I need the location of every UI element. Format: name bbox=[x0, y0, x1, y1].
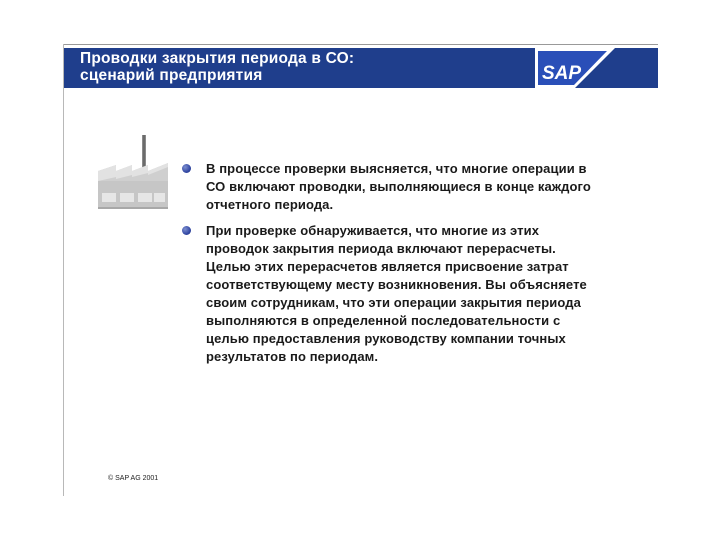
sap-logo-text: SAP bbox=[542, 63, 582, 84]
bullet-line: целью предоставления руководству компании точных bbox=[206, 331, 566, 346]
frame-top-border bbox=[64, 44, 658, 45]
frame-left-border bbox=[63, 44, 64, 496]
slide-title-line-2: сценарий предприятия bbox=[80, 67, 263, 84]
sap-logo bbox=[535, 48, 615, 88]
copyright-text: © SAP AG 2001 bbox=[108, 475, 159, 482]
bullet-line: В процессе проверки выясняется, что многие операции в bbox=[206, 161, 587, 176]
bullet-line: результатов по периодам. bbox=[206, 349, 379, 364]
bullet-text-1 bbox=[206, 160, 640, 214]
bullet-line: выполняются в определенной последовательности с bbox=[206, 313, 561, 328]
bullet-item-1 bbox=[180, 160, 640, 214]
bullet-line: отчетного периода. bbox=[206, 197, 334, 212]
bullet-item-2 bbox=[180, 222, 640, 366]
slide-title-line-1: Проводки закрытия периода в СО: bbox=[80, 50, 355, 67]
bullet-list bbox=[180, 160, 640, 374]
bullet-line: соответствующему месту возникновения. Вы объясняете bbox=[206, 277, 587, 292]
bullet-line: своим сотрудникам, что эти операции закрытия периода bbox=[206, 295, 581, 310]
bullet-line: Целью этих перерасчетов является присвоение затрат bbox=[206, 259, 569, 274]
bullet-line: СО включают проводки, выполняющиеся в конце каждого bbox=[206, 179, 591, 194]
bullet-line: проводок закрытия периода включают перерасчеты. bbox=[206, 241, 556, 256]
bullet-dot-icon bbox=[182, 164, 191, 173]
slide-title bbox=[80, 50, 520, 84]
factory-icon bbox=[96, 133, 172, 211]
bullet-text-2 bbox=[206, 222, 640, 366]
bullet-dot-icon bbox=[182, 226, 191, 235]
bullet-line: При проверке обнаруживается, что многие из этих bbox=[206, 223, 540, 238]
